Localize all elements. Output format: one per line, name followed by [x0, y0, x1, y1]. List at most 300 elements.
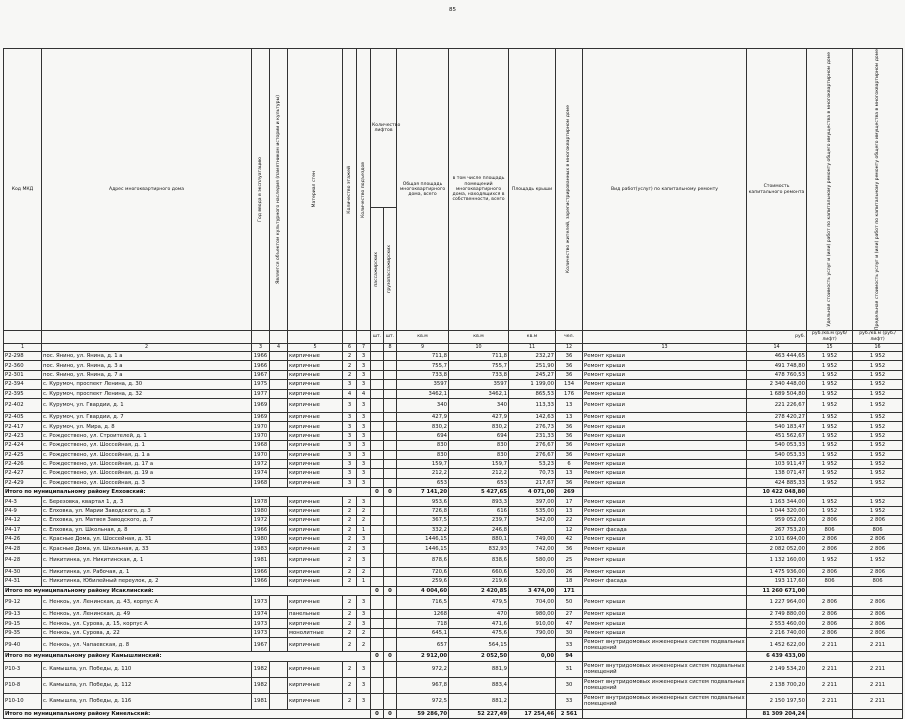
table-cell: 645,1: [397, 628, 449, 637]
table-cell: [371, 422, 384, 431]
table-cell: 33: [556, 693, 583, 709]
table-cell: Ремонт крыши: [583, 506, 747, 515]
house-code: Р10-8: [4, 677, 42, 693]
table-cell: 704,00: [509, 595, 556, 609]
table-cell: 3: [357, 380, 371, 389]
table-cell: 2 149 534,20: [747, 661, 807, 677]
table-cell: 742,00: [509, 544, 556, 553]
table-cell: 36: [556, 544, 583, 553]
table-cell: [384, 398, 397, 412]
table-cell: [371, 693, 384, 709]
table-cell: 2 211: [853, 693, 903, 709]
table-cell: 1 952: [853, 389, 903, 398]
table-cell: 2: [343, 577, 357, 586]
table-cell: [371, 497, 384, 506]
table-cell: 2 211: [807, 693, 853, 709]
table-cell: 2 553 460,00: [747, 619, 807, 628]
table-cell: 3: [343, 412, 357, 421]
table-cell: 1980: [252, 535, 270, 544]
table-cell: [270, 361, 288, 370]
column-number: 1: [4, 344, 42, 352]
table-cell: 217,67: [509, 478, 556, 487]
table-cell: 2: [343, 544, 357, 553]
table-cell: 580,00: [509, 553, 556, 567]
table-cell: 1973: [252, 619, 270, 628]
house-code: Р4-30: [4, 567, 42, 576]
house-address: с. Елховка, ул. Марии Заводского, д. 3: [42, 506, 252, 515]
table-cell: 1 199,00: [509, 380, 556, 389]
district-total-value: [807, 709, 853, 718]
table-cell: кирпичные: [288, 677, 343, 693]
table-cell: 13: [556, 506, 583, 515]
unit-lifts-passenger: шт.: [371, 331, 384, 344]
header-code: Код МКД: [4, 49, 42, 331]
table-cell: 36: [556, 370, 583, 379]
table-cell: 1 952: [853, 441, 903, 450]
house-code: Р4-12: [4, 516, 42, 525]
house-address: с. Ненкоь, ул. Ленинская, д. 49: [42, 609, 252, 618]
header-year-built: Год ввода в эксплуатацию: [252, 49, 270, 331]
table-cell: кирпичные: [288, 535, 343, 544]
table-cell: 3: [357, 469, 371, 478]
table-cell: 367,5: [397, 516, 449, 525]
table-cell: 830: [397, 450, 449, 459]
district-total-value: 0: [384, 709, 397, 718]
table-cell: [371, 677, 384, 693]
table-cell: 36: [556, 441, 583, 450]
table-cell: кирпичные: [288, 661, 343, 677]
table-cell: 1 952: [853, 352, 903, 361]
table-cell: 653: [449, 478, 509, 487]
house-address: с. Ненкоь, ул. Сурова, д. 22: [42, 628, 252, 637]
table-cell: 251,90: [509, 361, 556, 370]
house-address: с. Никитинка, ул. Рабочая, д. 1: [42, 567, 252, 576]
table-cell: [384, 478, 397, 487]
table-cell: [384, 535, 397, 544]
column-number: 5: [288, 344, 343, 352]
column-number: 16: [853, 344, 903, 352]
table-cell: 1 452 622,00: [747, 638, 807, 652]
table-cell: Ремонт крыши: [583, 553, 747, 567]
column-number: 12: [556, 344, 583, 352]
table-cell: 1975: [252, 380, 270, 389]
table-cell: 1446,15: [397, 544, 449, 553]
table-cell: 718: [397, 619, 449, 628]
table-cell: 1 475 936,00: [747, 567, 807, 576]
table-cell: Ремонт крыши: [583, 595, 747, 609]
table-cell: 424 885,33: [747, 478, 807, 487]
district-total-value: 0: [384, 652, 397, 661]
table-cell: 1 952: [807, 352, 853, 361]
table-cell: 2 806: [853, 595, 903, 609]
table-cell: 726,8: [397, 506, 449, 515]
column-number: 4: [270, 344, 288, 352]
table-cell: 1: [357, 577, 371, 586]
table-cell: 36: [556, 450, 583, 459]
table-cell: 2 806: [853, 609, 903, 618]
table-cell: 3462,1: [397, 389, 449, 398]
table-cell: 1 952: [807, 412, 853, 421]
table-cell: 2 138 700,20: [747, 677, 807, 693]
table-cell: Ремонт крыши: [583, 422, 747, 431]
table-cell: 2: [343, 567, 357, 576]
table-cell: 749,00: [509, 535, 556, 544]
table-row: [4, 595, 903, 609]
table-cell: 540 053,33: [747, 450, 807, 459]
table-cell: 2 806: [853, 544, 903, 553]
table-cell: 232,27: [509, 352, 556, 361]
table-cell: 1967: [252, 638, 270, 652]
table-cell: [371, 525, 384, 534]
table-cell: Ремонт крыши: [583, 450, 747, 459]
table-cell: 2: [343, 506, 357, 515]
table-cell: 2: [357, 638, 371, 652]
header-entrances: Количество подъездов: [357, 49, 371, 331]
district-total-value: 0: [371, 586, 384, 595]
table-cell: 2 806: [807, 516, 853, 525]
house-address: с. Никитинка, ул. Никитинская, д. 1: [42, 553, 252, 567]
table-cell: кирпичные: [288, 567, 343, 576]
table-cell: 1 952: [807, 459, 853, 468]
unit-unit-cost: руб./кв.м (руб/лифт): [807, 331, 853, 344]
table-cell: 2 211: [807, 661, 853, 677]
district-total-value: 81 309 204,24: [747, 709, 807, 718]
table-cell: 711,8: [397, 352, 449, 361]
column-number: 10: [449, 344, 509, 352]
table-cell: 972,2: [397, 661, 449, 677]
district-total-value: [583, 709, 747, 718]
table-cell: 660,6: [449, 567, 509, 576]
house-address: с. Курумоч, проспект Ленина, д. 32: [42, 389, 252, 398]
table-row: [4, 389, 903, 398]
table-cell: 1966: [252, 352, 270, 361]
house-code: Р2-429: [4, 478, 42, 487]
house-code: Р4-9: [4, 506, 42, 515]
table-cell: 2 211: [807, 638, 853, 652]
table-cell: [270, 595, 288, 609]
table-cell: 830,2: [449, 422, 509, 431]
table-cell: 212,2: [449, 469, 509, 478]
table-cell: 193 117,60: [747, 577, 807, 586]
table-cell: 3: [343, 469, 357, 478]
table-cell: 276,67: [509, 450, 556, 459]
table-cell: 340: [397, 398, 449, 412]
table-row: [4, 609, 903, 618]
table-cell: [384, 567, 397, 576]
table-cell: [384, 595, 397, 609]
table-cell: 2 806: [807, 628, 853, 637]
table-cell: [384, 677, 397, 693]
table-cell: 2 806: [853, 567, 903, 576]
house-address: с. Камышла, ул. Победы, д. 110: [42, 661, 252, 677]
table-cell: 1 952: [853, 553, 903, 567]
house-code: Р9-12: [4, 595, 42, 609]
district-total-value: 5 427,65: [449, 488, 509, 497]
district-total-value: 0: [371, 709, 384, 718]
table-cell: 3: [357, 450, 371, 459]
table-cell: 17: [556, 497, 583, 506]
table-cell: 3: [357, 370, 371, 379]
table-cell: 1 952: [807, 370, 853, 379]
table-cell: 2 082 052,00: [747, 544, 807, 553]
table-cell: кирпичные: [288, 693, 343, 709]
house-code: Р2-427: [4, 469, 42, 478]
district-total-label: Итого по муниципальному району Камышлинский:: [4, 652, 371, 661]
unit-max-cost: руб./кв.м (руб./лифт): [853, 331, 903, 344]
table-cell: 1981: [252, 693, 270, 709]
table-cell: 47: [556, 619, 583, 628]
column-number-blank: [371, 344, 384, 352]
table-cell: кирпичные: [288, 525, 343, 534]
table-cell: 1 952: [853, 370, 903, 379]
table-cell: 520,00: [509, 567, 556, 576]
table-cell: 138 071,47: [747, 469, 807, 478]
header-owned-area: в том числе площадь помещений многоквартирного дома, находящихся в собственности, всего: [449, 49, 509, 331]
table-cell: 1 163 344,00: [747, 497, 807, 506]
table-cell: 564,15: [449, 638, 509, 652]
table-cell: 471,6: [449, 619, 509, 628]
column-number: 6: [343, 344, 357, 352]
table-cell: 2: [343, 516, 357, 525]
table-cell: 2: [343, 677, 357, 693]
table-cell: Ремонт крыши: [583, 609, 747, 618]
table-cell: 972,5: [397, 693, 449, 709]
table-cell: [384, 441, 397, 450]
table-cell: 397,00: [509, 497, 556, 506]
table-cell: [371, 398, 384, 412]
table-cell: 2: [343, 352, 357, 361]
table-cell: 1 952: [853, 380, 903, 389]
table-cell: [270, 441, 288, 450]
table-cell: [270, 535, 288, 544]
table-cell: 1973: [252, 595, 270, 609]
district-total-row: [4, 709, 903, 718]
column-number: 2: [42, 344, 252, 352]
house-address: с. Ненкоь, ул. Чапаевская, д. 8: [42, 638, 252, 652]
table-row: [4, 567, 903, 576]
district-total-value: 0: [384, 586, 397, 595]
house-address: с. Березовка, квартал 1, д. 3: [42, 497, 252, 506]
table-cell: [371, 352, 384, 361]
table-cell: 2: [343, 361, 357, 370]
table-cell: 231,33: [509, 431, 556, 440]
table-cell: [371, 361, 384, 370]
table-cell: 332,2: [397, 525, 449, 534]
table-cell: 3: [357, 497, 371, 506]
table-cell: 2 211: [853, 638, 903, 652]
table-cell: 2 806: [807, 544, 853, 553]
table-row: [4, 431, 903, 440]
table-cell: 806: [807, 525, 853, 534]
table-cell: [371, 459, 384, 468]
table-cell: 967,8: [397, 677, 449, 693]
table-cell: 1970: [252, 431, 270, 440]
table-cell: 1 952: [807, 478, 853, 487]
table-cell: [270, 577, 288, 586]
table-cell: [509, 661, 556, 677]
house-address: с. Рождествено, ул. Шоссейная, д. 17 а: [42, 459, 252, 468]
table-cell: 910,00: [509, 619, 556, 628]
table-cell: [384, 525, 397, 534]
table-cell: 2: [357, 628, 371, 637]
district-total-value: [853, 488, 903, 497]
header-floors: Количество этажей: [343, 49, 357, 331]
table-cell: 865,53: [509, 389, 556, 398]
table-cell: [270, 677, 288, 693]
table-cell: [384, 619, 397, 628]
table-cell: 3462,1: [449, 389, 509, 398]
table-cell: 1972: [252, 516, 270, 525]
table-cell: 427,9: [449, 412, 509, 421]
house-address: с. Рождествено, ул. Шоссейная, д. 1 а: [42, 450, 252, 459]
table-row: [4, 516, 903, 525]
table-cell: Ремонт внутридомовых инженерных систем подвальных помещений: [584, 663, 745, 676]
table-row: [4, 497, 903, 506]
table-cell: 2 749 880,00: [747, 609, 807, 618]
table-cell: [371, 553, 384, 567]
table-cell: [270, 516, 288, 525]
table-cell: 3: [343, 459, 357, 468]
table-cell: Ремонт крыши: [583, 398, 747, 412]
table-cell: Ремонт крыши: [583, 478, 747, 487]
table-cell: 470: [449, 609, 509, 618]
district-total-value: [583, 586, 747, 595]
table-cell: 1 689 504,80: [747, 389, 807, 398]
table-row: [4, 544, 903, 553]
table-cell: Ремонт крыши: [583, 535, 747, 544]
table-cell: [371, 478, 384, 487]
house-address: с. Курумоч, проспект Ленина, д. 30: [42, 380, 252, 389]
table-cell: [509, 677, 556, 693]
table-cell: 1 952: [853, 497, 903, 506]
house-code: Р4-3: [4, 497, 42, 506]
table-cell: 1 952: [853, 398, 903, 412]
table-cell: 212,2: [397, 469, 449, 478]
house-code: Р2-394: [4, 380, 42, 389]
table-cell: [384, 412, 397, 421]
table-row: [4, 352, 903, 361]
table-cell: 30: [556, 677, 583, 693]
table-row: [4, 638, 903, 652]
house-code: Р9-40: [4, 638, 42, 652]
district-total-value: 4 004,60: [397, 586, 449, 595]
table-cell: 478 760,53: [747, 370, 807, 379]
table-row: [4, 535, 903, 544]
table-cell: 22: [556, 516, 583, 525]
table-cell: 1 952: [807, 497, 853, 506]
table-cell: кирпичные: [288, 595, 343, 609]
table-cell: 2 806: [807, 609, 853, 618]
house-address: с. Елховка, ул. Школьная, д. 8: [42, 525, 252, 534]
district-total-value: 2 912,00: [397, 652, 449, 661]
house-code: Р9-15: [4, 619, 42, 628]
table-cell: 755,7: [449, 361, 509, 370]
table-cell: кирпичные: [288, 352, 343, 361]
table-cell: 2: [343, 595, 357, 609]
table-row: [4, 422, 903, 431]
table-cell: [371, 441, 384, 450]
table-cell: 4: [343, 389, 357, 398]
header-total-area: Общая площадь многоквартирного дома, всего: [397, 49, 449, 331]
header-unit-cost: Удельная стоимость услуг и (или) работ по капитальному ремонту общего имущества в многоквартирном доме: [807, 49, 853, 331]
table-cell: Ремонт крыши: [583, 459, 747, 468]
column-number: 13: [583, 344, 747, 352]
district-total-value: [583, 652, 747, 661]
table-cell: [270, 544, 288, 553]
table-cell: 1983: [252, 544, 270, 553]
table-cell: [384, 661, 397, 677]
table-cell: 2 211: [853, 661, 903, 677]
table-cell: [384, 459, 397, 468]
table-cell: 1967: [252, 370, 270, 379]
header-max-cost: Предельная стоимость услуг и (или) работ по капитальному ремонту общего имущества в многоквартирном доме: [853, 49, 903, 331]
table-cell: [270, 567, 288, 576]
table-cell: [371, 619, 384, 628]
table-cell: [270, 553, 288, 567]
table-row: [4, 661, 903, 677]
table-cell: 1 952: [853, 422, 903, 431]
table-cell: 1 952: [807, 380, 853, 389]
table-cell: 881,2: [449, 693, 509, 709]
table-cell: кирпичные: [288, 361, 343, 370]
table-cell: 3: [343, 431, 357, 440]
table-cell: 3: [343, 450, 357, 459]
table-cell: Ремонт фасада: [583, 525, 747, 534]
table-row: [4, 478, 903, 487]
table-cell: [270, 422, 288, 431]
table-cell: 2 216 740,00: [747, 628, 807, 637]
table-cell: [371, 389, 384, 398]
district-total-value: [807, 652, 853, 661]
table-cell: 1 952: [807, 506, 853, 515]
table-cell: 2 806: [853, 516, 903, 525]
table-cell: 880,1: [449, 535, 509, 544]
house-code: Р10-10: [4, 693, 42, 709]
table-cell: [371, 412, 384, 421]
table-cell: панельные: [288, 609, 343, 618]
table-cell: Ремонт крыши: [583, 497, 747, 506]
unit-owned-area: кв.м: [449, 331, 509, 344]
district-total-value: 2 561: [556, 709, 583, 718]
table-cell: Ремонт внутридомовых инженерных систем подвальных помещений: [584, 679, 745, 692]
table-cell: кирпичные: [288, 497, 343, 506]
column-number: 15: [807, 344, 853, 352]
house-code: Р2-424: [4, 441, 42, 450]
table-cell: 103 911,47: [747, 459, 807, 468]
table-cell: 1972: [252, 459, 270, 468]
table-cell: 657: [397, 638, 449, 652]
table-row: [4, 677, 903, 693]
table-cell: кирпичные: [288, 638, 343, 652]
header-residents: Количество жителей, зарегистрированных в многоквартирном доме: [556, 49, 583, 331]
table-row: [4, 553, 903, 567]
table-cell: 245,27: [509, 370, 556, 379]
table-cell: 2: [343, 535, 357, 544]
district-total-label: Итого по муниципальному району Исаклинский:: [4, 586, 371, 595]
table-cell: 4: [357, 389, 371, 398]
district-total-value: 0: [371, 652, 384, 661]
table-cell: [384, 469, 397, 478]
house-address: с. Ненкоь, ул. Сурова, д. 15, корпус А: [42, 619, 252, 628]
table-cell: кирпичные: [288, 380, 343, 389]
table-cell: [371, 380, 384, 389]
table-cell: [371, 469, 384, 478]
house-address: с. Рождествено, ул. Строителей, д. 1: [42, 431, 252, 440]
table-row: [4, 370, 903, 379]
house-address: с. Красные Дома, ул. Школьная, д. 33: [42, 544, 252, 553]
table-cell: [270, 609, 288, 618]
house-code: Р2-417: [4, 422, 42, 431]
